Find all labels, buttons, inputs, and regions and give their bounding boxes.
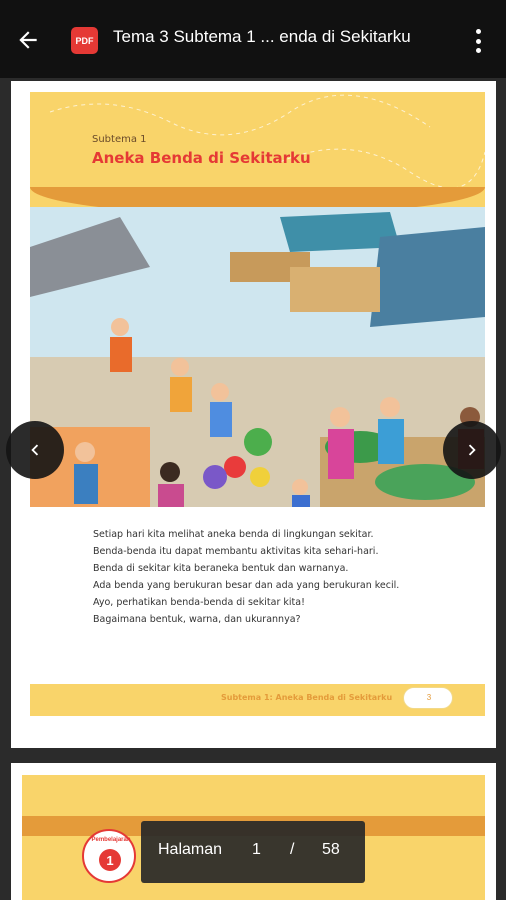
paragraph: Ada benda yang berukuran besar dan ada yang berukuran kecil. [93, 580, 400, 591]
back-button[interactable] [10, 22, 46, 58]
more-vert-icon[interactable] [466, 26, 490, 56]
subtema-label: Subtema 1 [92, 134, 147, 145]
pdf-icon: PDF [71, 27, 98, 54]
chevron-left-icon [24, 439, 46, 461]
next-page-button[interactable] [443, 421, 501, 479]
chevron-right-icon [461, 439, 483, 461]
document-title: Tema 3 Subtema 1 ... enda di Sekitarku [113, 27, 411, 46]
pager-total: 58 [322, 841, 340, 858]
page-footer [30, 684, 485, 716]
paragraph: Benda di sekitar kita beraneka bentuk dan warnanya. [93, 563, 349, 574]
pager-current: 1 [252, 841, 261, 858]
paragraph: Setiap hari kita melihat aneka benda di lingkungan sekitar. [93, 529, 374, 540]
market-scene-image [30, 207, 485, 507]
lesson-number: 1 [99, 849, 121, 871]
page-number: 3 [426, 693, 432, 702]
subtema-title: Aneka Benda di Sekitarku [92, 149, 311, 167]
pager-separator: / [290, 841, 295, 858]
page-text [93, 526, 423, 628]
pager-label: Halaman [158, 841, 223, 858]
page-number-badge [403, 687, 453, 709]
page-indicator [141, 821, 365, 883]
paragraph: Benda-benda itu dapat membantu aktivitas kita sehari-hari. [93, 546, 379, 557]
page-illustration [30, 92, 485, 507]
arrow-back-icon [15, 27, 41, 53]
lesson-label: Pembelajaran [91, 837, 131, 843]
paragraph: Bagaimana bentuk, warna, dan ukurannya? [93, 614, 301, 625]
paragraph: Ayo, perhatikan benda-benda di sekitar kita! [93, 597, 305, 608]
lesson-badge [82, 829, 136, 883]
previous-page-button[interactable] [6, 421, 64, 479]
app-bar [0, 0, 506, 78]
footer-text: Subtema 1: Aneka Benda di Sekitarku [221, 693, 393, 702]
pdf-page-1 [11, 81, 496, 748]
